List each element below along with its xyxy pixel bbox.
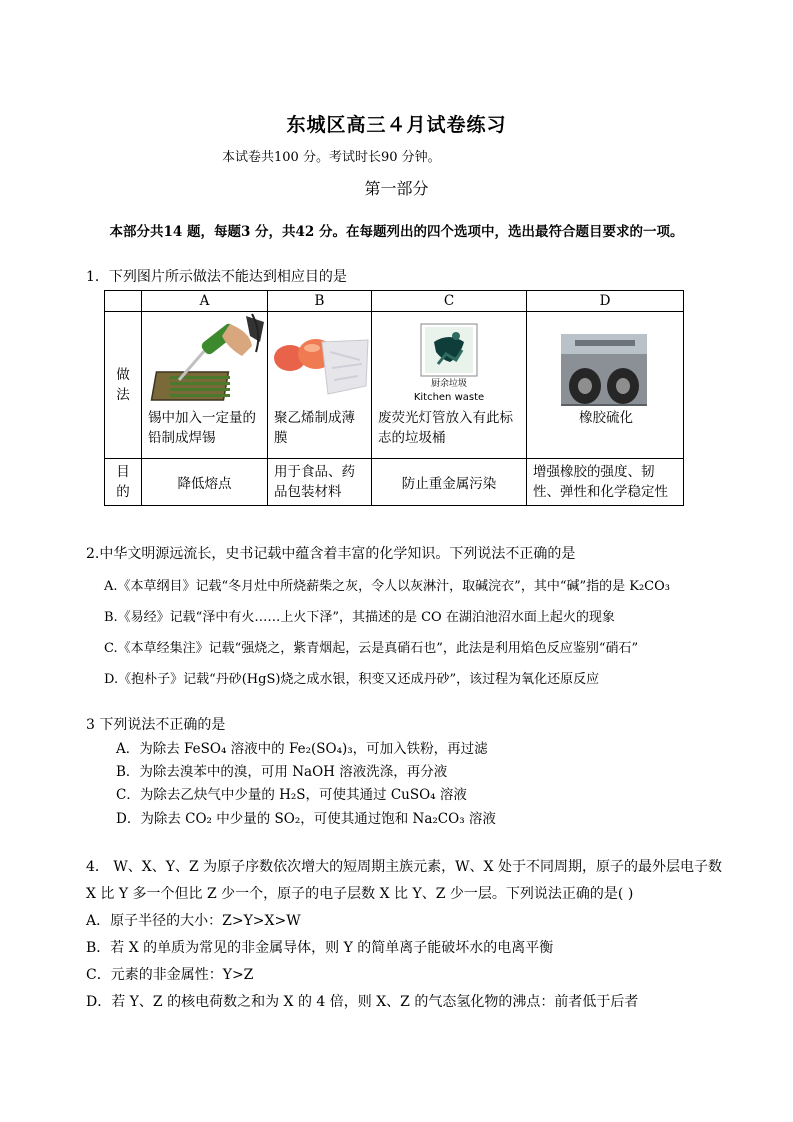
q3-option-c: C．为除去乙炔气中少量的 H₂S，可使其通过 CuSO₄ 溶液 xyxy=(116,787,467,803)
q2-option-d: D.《抱朴子》记载“丹砂(HgS)烧之成水银，积变又还成丹砂”，该过程为氧化还原反应 xyxy=(104,672,600,687)
purpose-d: 增强橡胶的强度、韧性、弹性和化学稳定性 xyxy=(527,459,684,506)
sign-text-en: Kitchen waste xyxy=(413,392,485,403)
part-instruction: 本部分共14 题，每题3 分，共42 分。在每题列出的四个选项中，选出最符合题目要求的一项。 xyxy=(109,224,684,240)
q4-option-b: B．若 X 的单质为常见的非金属导体，则 Y 的简单离子能破坏水的电离平衡 xyxy=(86,940,554,956)
method-d-text: 橡胶硫化 xyxy=(579,410,633,426)
q2-option-b: B.《易经》记载“泽中有火……上火下泽”，其描述的是 CO 在湖泊池沼水面上起火的现象 xyxy=(104,610,615,625)
page-title: 东城区高三４月试卷练习 xyxy=(286,114,507,136)
q1-stem: 1．下列图片所示做法不能达到相应目的是 xyxy=(86,269,347,285)
table-header-d: D xyxy=(527,291,684,312)
exam-info: 本试卷共100 分。考试时长90 分钟。 xyxy=(222,150,441,165)
sign-text-cn: 厨余垃圾 xyxy=(430,379,468,389)
purpose-c: 防止重金属污染 xyxy=(372,459,527,506)
purpose-b: 用于食品、药品包装材料 xyxy=(268,459,372,506)
kitchen-waste-sign-icon xyxy=(372,312,526,406)
q1-table xyxy=(104,290,684,506)
soldering-iron-image xyxy=(142,312,267,406)
truck-tires-image xyxy=(527,312,683,406)
q2-stem: 2.中华文明源远流长，史书记载中蕴含着丰富的化学知识。下列说法不正确的是 xyxy=(86,546,576,562)
q3-option-b: B．为除去溴苯中的溴，可用 NaOH 溶液洗涤，再分液 xyxy=(116,764,448,780)
q2-option-c: C.《本草经集注》记载“强烧之，紫青烟起，云是真硝石也”，此法是利用焰色反应鉴别“硝石” xyxy=(104,641,639,656)
q3-option-d: D．为除去 CO₂ 中少量的 SO₂，可使其通过饱和 Na₂CO₃ 溶液 xyxy=(116,811,496,827)
method-a-text: 锡中加入一定量的铅制成焊锡 xyxy=(148,410,256,446)
q3-stem: 3 下列说法不正确的是 xyxy=(86,717,226,733)
cell-method-a xyxy=(142,312,268,459)
cell-method-b xyxy=(268,312,372,459)
table-header-blank xyxy=(105,291,142,312)
method-b-text: 聚乙烯制成薄膜 xyxy=(274,410,355,446)
q4-stem-line1: 4． W、X、Y、Z 为原子序数依次增大的短周期主族元素，W、X 处于不同周期，原子的最外层电子数 xyxy=(86,859,722,875)
row-label-method: 做 法 xyxy=(105,312,142,459)
part-heading: 第一部分 xyxy=(364,179,429,198)
table-header-b: B xyxy=(268,291,372,312)
table-header-c: C xyxy=(372,291,527,312)
row-label-purpose: 目 的 xyxy=(105,459,142,506)
table-header-a: A xyxy=(142,291,268,312)
q4-option-c: C．元素的非金属性：Y>Z xyxy=(86,967,254,983)
method-c-text: 废荧光灯管放入有此标志的垃圾桶 xyxy=(378,410,513,446)
cell-method-c xyxy=(372,312,527,459)
purpose-a: 降低熔点 xyxy=(142,459,268,506)
q4-option-d: D．若 Y、Z 的核电荷数之和为 X 的 4 倍，则 X、Z 的气态氢化物的沸点：前者低于后者 xyxy=(86,994,639,1010)
q4-option-a: A．原子半径的大小：Z>Y>X>W xyxy=(86,913,301,929)
q3-option-a: A．为除去 FeSO₄ 溶液中的 Fe₂(SO₄)₃，可加入铁粉，再过滤 xyxy=(116,741,488,757)
q2-option-a: A.《本草纲目》记载“冬月灶中所烧薪柴之灰，令人以灰淋汁，取碱浣衣”，其中“碱”指的是 K₂CO₃ xyxy=(104,579,670,594)
wrapped-food-image xyxy=(268,312,371,406)
cell-method-d xyxy=(527,312,684,459)
q4-stem-line2: X 比 Y 多一个但比 Z 少一个，原子的电子层数 X 比 Y、Z 少一层。下列说法正确的是( ) xyxy=(86,886,634,902)
